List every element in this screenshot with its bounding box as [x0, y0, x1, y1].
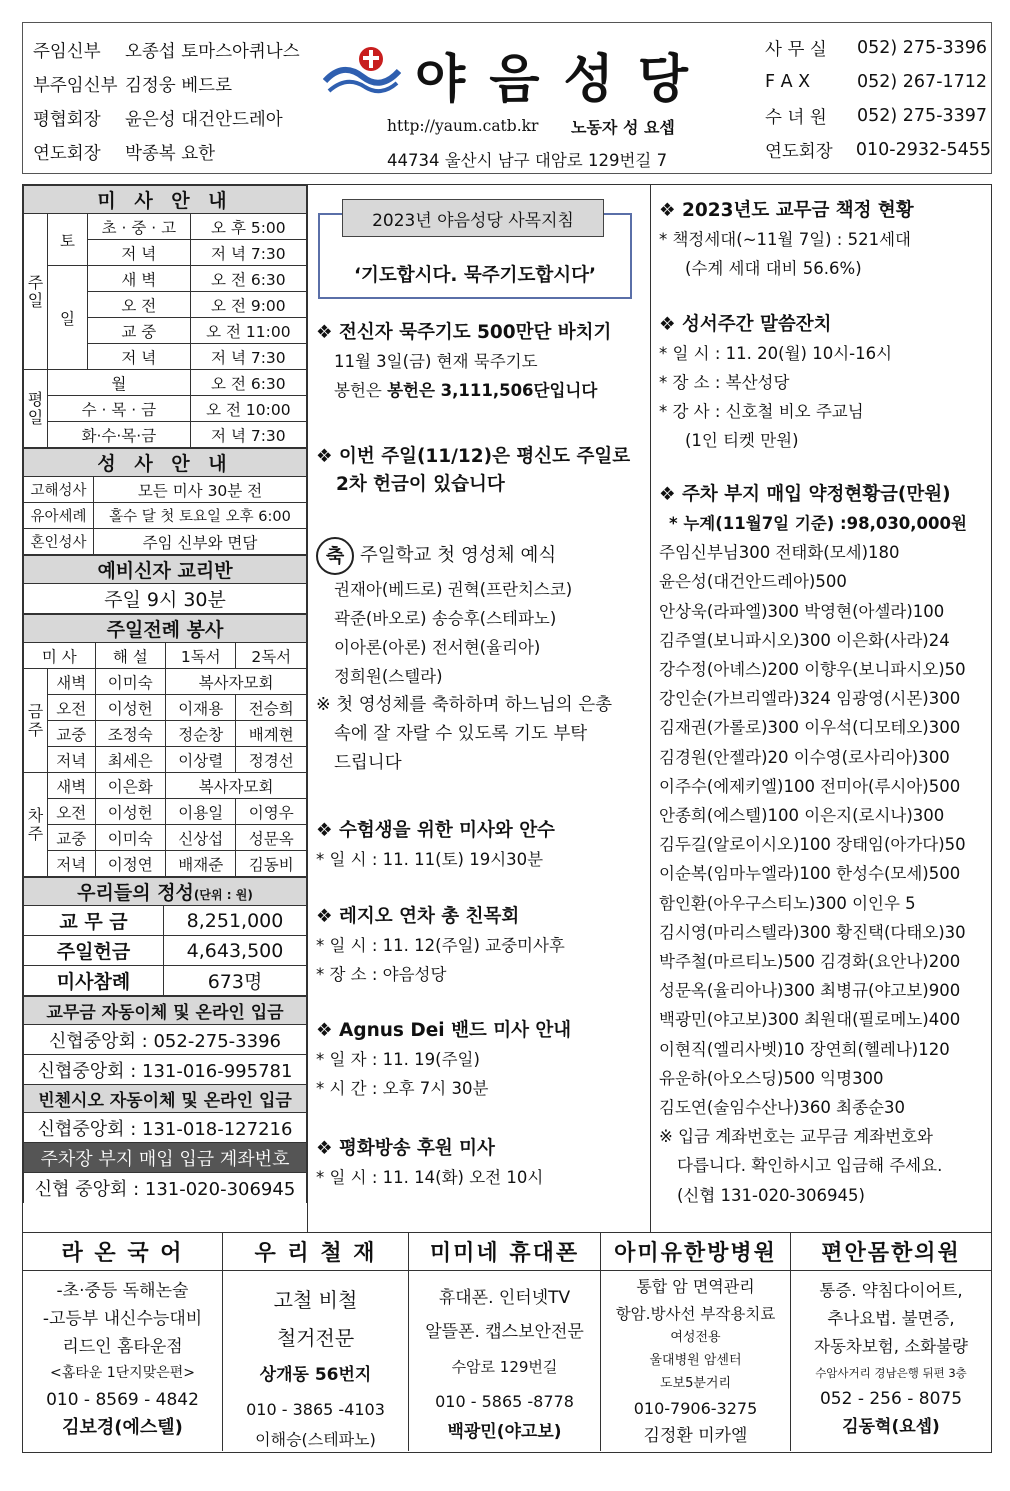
church-address: 44734 울산시 남구 대암로 129번길 7 — [387, 151, 668, 170]
main-content — [22, 184, 992, 1233]
ad-amiyu-hospital: 아미유한방병원 통합 암 면역관리 항암.방사선 부작용치료 여성전용 울대병원 암센터 도보5분거리 010-7906-3275 김정환 미카엘 — [601, 1233, 791, 1451]
notice-column — [308, 185, 651, 1232]
list-item: 유운하(아오스딩)500 익명300 — [659, 1068, 884, 1088]
list-item: 이현직(엘리사벳)10 장연희(헬레나)120 — [659, 1039, 950, 1059]
sacrament-table: 성 사 안 내 고해성사 모든 미사 30분 전 유아세례 홀수 달 첫 토요일 오후 6:00 혼인성사 주임 신부와 면담 — [23, 448, 307, 555]
list-item: 김도연(술임수산나)360 최종순30 — [659, 1098, 905, 1118]
list-item: 김경원(안젤라)20 이수영(로사리아)300 — [659, 747, 950, 767]
pastoral-guideline-box — [318, 210, 632, 299]
church-name: 야음성당 — [415, 50, 712, 110]
church-url[interactable]: http://yaum.catb.kr — [387, 117, 539, 135]
contact-list: 사 무 실 052) 275-3396 F A X 052) 267-1712 수 녀 원 052) 275-3397 연도회장 010-2932-5455 — [765, 38, 991, 162]
list-item: 김두길(알로이시오)100 장태임(아가다)50 — [659, 835, 966, 855]
pastoral-guideline-title: 2023년 야음성당 사목지침 — [342, 199, 604, 237]
mass-schedule-table: 미 사 안 내 주일 토 초 · 중 · 고 오 후 5:00 저 녁 저 녁 7:30 일 새 벽 오 전 6:30 오 전 오 전 9:00 교 중 오 전 11:00 저 녁 저 녁 7:30 평일 월 오 전 6:30 수 · 목 · 금 오 전 10:00 화·수·목·금 저 녁 7:30 — [23, 185, 307, 448]
list-item: 함인환(아우구스티노)300 이인우 5 — [659, 893, 916, 913]
liturgy-service-table: 주일전례 봉사 미 사 해 설 1독서 2독서 금주 새벽 이미숙 복사자모회 오전 이성헌 이재용 전승희 교중 조정숙 정순창 배계현 저녁 최세은 이상렬 정경선 차주 새벽 이은화 복사자모회 오전 이성헌 이용일 이영우 교중 이미숙 신상섭 성문옥 저녁 이정연 배재준 김동비 — [23, 614, 307, 877]
bible-week-notice: ❖ 성서주간 말씀잔치 * 일 시 : 11. 20(월) 10시-16시 * 장 소 : 복산성당 * 강 사 : 신호철 비오 주교님 (1인 티켓 만원) — [659, 314, 893, 450]
exam-mass-notice: ❖ 수험생을 위한 미사와 안수 * 일 시 : 11. 11(토) 19시30분 — [316, 820, 555, 869]
ad-raon-korean: 라 온 국 어 -초·중등 독해논술 -고등부 내신수능대비 리드인 홈타운점 <홈타운 1단지맞은편> 010 - 8569 - 4842 김보경(에스텔) — [23, 1233, 223, 1451]
list-item: 박주철(마르티노)500 김경화(요안나)200 — [659, 952, 961, 972]
legio-meeting-notice: ❖ 레지오 연차 총 친목회 * 일 시 : 11. 12(주일) 교중미사후 * 장 소 : 야음성당 — [316, 906, 565, 984]
offering-table: 우리들의 정성(단위 : 원) 교 무 금 8,251,000 주일헌금 4,643,500 미사참례 673명 — [23, 877, 307, 996]
list-item: 이순복(임마누엘라)100 한성수(모세)500 — [659, 864, 961, 884]
list-item: 주임신부님300 전태화(모세)180 — [659, 543, 900, 563]
list-item: 강인순(가브리엘라)324 임광영(시몬)300 — [659, 689, 961, 709]
list-item: 백광민(야고보)300 최원대(필로메노)400 — [659, 1010, 961, 1030]
celebration-badge-icon: 축 — [316, 537, 354, 575]
list-item: 안종희(에스텔)100 이은지(로시나)300 — [659, 806, 945, 826]
laity-sunday-notice: ❖ 이번 주일(11/12)은 평신도 주일로 2차 헌금이 있습니다 — [316, 446, 631, 495]
list-item: 강수정(아녜스)200 이향우(보니파시오)50 — [659, 660, 966, 680]
bulletin-header — [22, 22, 992, 174]
announcement-column — [651, 185, 991, 1232]
church-logo-icon — [323, 41, 401, 101]
church-title-block — [323, 29, 712, 170]
info-column — [23, 185, 308, 1232]
pastoral-guideline-text: ‘기도합시다. 묵주기도합시다’ — [354, 265, 596, 286]
sponsor-ads — [22, 1233, 992, 1453]
list-item: 안상욱(라파엘)300 박영현(아셀라)100 — [659, 601, 945, 621]
clergy-list: 주임신부 오종섭 토마스아퀴나스 부주임신부 김정웅 베드로 평협회장 윤은성 대건안드레아 연도회장 박종복 요한 — [33, 41, 300, 164]
ad-woori-steel: 우 리 철 재 고철 비철 철거전문 상개동 56번지 010 - 3865 -4103 이해승(스테파노) — [223, 1233, 409, 1451]
first-communion-notice: 축 주일학교 첫 영성체 예식 권재아(베드로) 권혁(프란치스코) 곽준(바오로) 송승후(스테파노) 이아론(아론) 전서현(율리아) 정희원(스텔라) ※ 첫 영성체를 축하하며 하느님의 은총 속에 잘 자랄 수 있도록 기도 부탁 드립니다 — [316, 537, 612, 778]
list-item: 김재권(가롤로)300 이우석(디모테오)300 — [659, 718, 961, 738]
patron-saint: 노동자 성 요셉 — [571, 118, 675, 137]
list-item: 김주열(보니파시오)300 이은화(사라)24 — [659, 630, 950, 650]
ad-mimi-phone: 미미네 휴대폰 휴대폰. 인터넷TV 알뜰폰. 캡스보안전문 수암로 129번길 010 - 5865 -8778 백광민(야고보) — [409, 1233, 601, 1451]
bank-account-table: 교무금 자동이체 및 온라인 입금 신협중앙회 : 052-275-3396 신협중앙회 : 131-016-995781 빈첸시오 자동이체 및 온라인 입금 신협중앙회 : 131-018-127216 주차장 부지 매입 입금 계좌번호 신협 중앙회 : 131-020-306945 — [23, 996, 307, 1203]
ad-pyeonan-clinic: 편안몸한의원 통증. 약침다이어트, 추나요법. 불면증, 자동차보험, 소화불량 수암사거리 경남은행 뒤편 3층 052 - 256 - 8075 김동혁(요셉) — [791, 1233, 991, 1451]
peace-broadcast-notice: ❖ 평화방송 후원 미사 * 일 시 : 11. 14(화) 오전 10시 — [316, 1138, 544, 1187]
parking-pledge-notice: ❖ 주차 부지 매입 약정현황금(만원) * 누계(11월7일 기준) :98,030,000원 주임신부님300 전태화(모세)180 윤은성(대건안드레아)500 안상욱(라파엘)300 박영현(아셀라)100 김주열(보니파시오)300 이은화(사라)24 강수정(아녜스)200 이향우(보니파시오)50 강인순(가브리엘라)324 임광영(시몬)300 김재권(가롤로)300 이우석(디모테오)300 김경원(안젤라)20 이수영(로사리아)300 이주수(에제키엘)100 전미아(루시아)500 안종희(에스텔)100 이은지(로시나)300 김두길(알로이시오)100 장태임(아가다)50 이순복(임마누엘라)100 한성수(모세)500 함인환(아우구스티노)300 이인우 5 김시영(마리스텔라)300 황진택(다태오)30 박주철(마르티노)500 김경화(요안나)200 성문옥(율리아나)300 최병규(야고보)900 백광민(야고보)300 최원대(필로메노)400 이현직(엘리사벳)10 장연희(헬레나)120 유운하(아오스딩)500 익명300 김도연(술임수산나)360 최종순30 ※ 입금 계좌번호는 교무금 계좌번호와 다릅니다. 확인하시고 입금해 주세요. (신협 131-020-306945) — [659, 484, 967, 1205]
catechumen-table: 예비신자 교리반 주일 9시 30분 — [23, 555, 307, 614]
tithe-status-notice: ❖ 2023년도 교무금 책정 현황 * 책정세대(~11월 7일) : 521세대 (수계 세대 대비 56.6%) — [659, 200, 914, 278]
list-item: 성문옥(율리아나)300 최병규(야고보)900 — [659, 981, 961, 1001]
list-item: 이주수(에제키엘)100 전미아(루시아)500 — [659, 776, 961, 796]
band-mass-notice: ❖ Agnus Dei 밴드 미사 안내 * 일 자 : 11. 19(주일) * 시 간 : 오후 7시 30분 — [316, 1020, 572, 1098]
rosary-notice: ❖ 전신자 묵주기도 500만단 바치기 11월 3일(금) 현재 묵주기도 봉헌은 봉헌은 3,111,506단입니다 — [316, 322, 612, 400]
list-item: 윤은성(대건안드레아)500 — [659, 572, 847, 592]
list-item: 김시영(마리스텔라)300 황진택(다태오)30 — [659, 922, 966, 942]
